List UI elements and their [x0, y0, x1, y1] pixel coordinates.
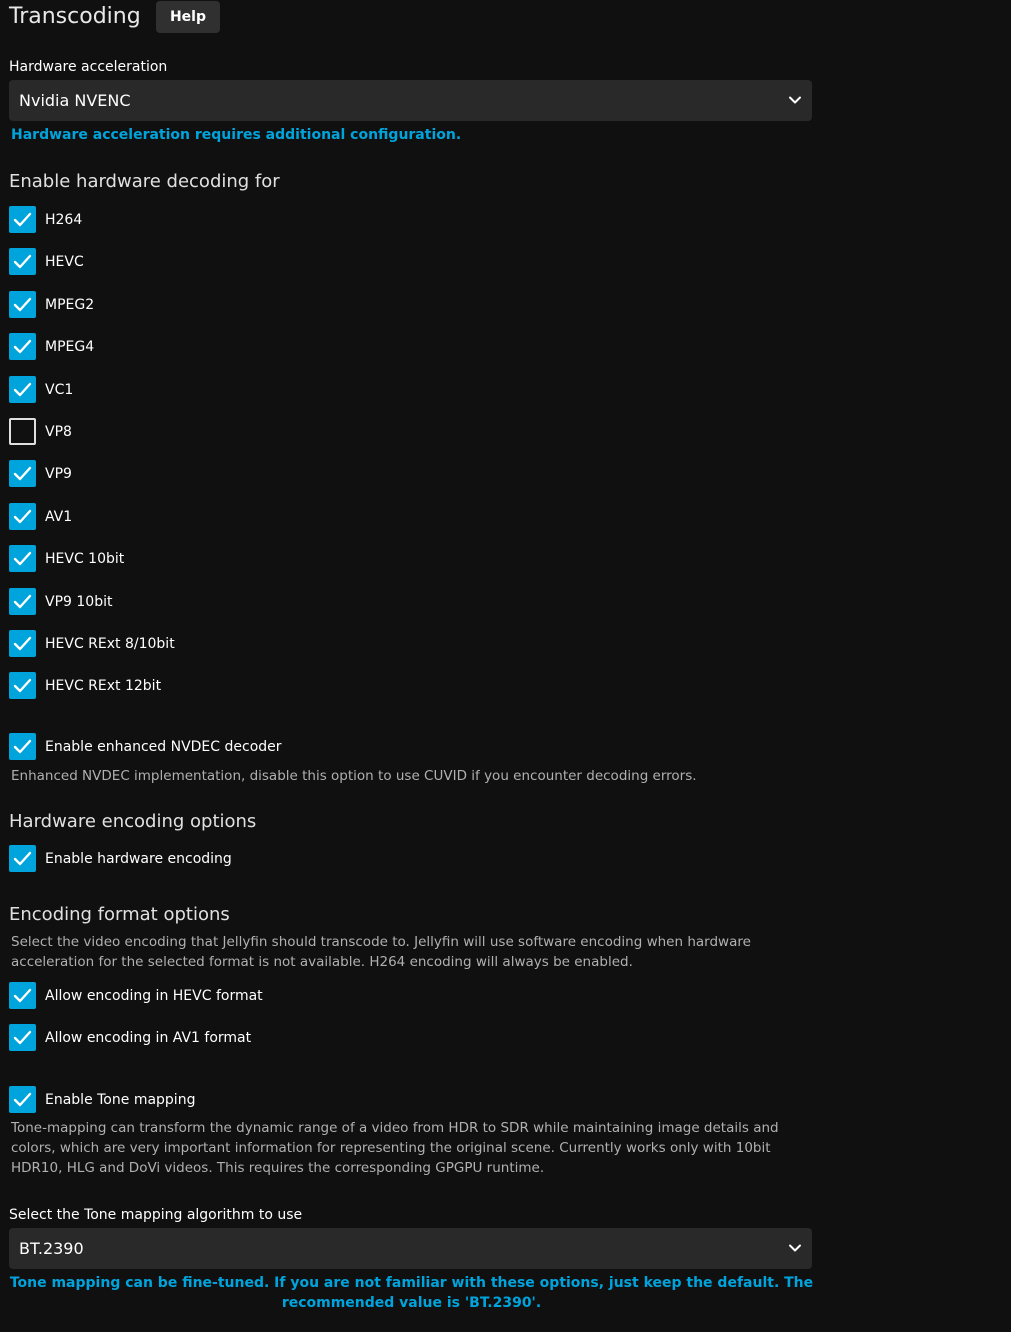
allow-av1-encoding-row[interactable]	[9, 1024, 251, 1051]
tone-mapping-label: Enable Tone mapping	[45, 1091, 196, 1108]
checkbox[interactable]	[9, 248, 36, 275]
checkbox[interactable]	[9, 630, 36, 657]
codec-checkbox-label: HEVC	[45, 253, 84, 270]
codec-checkbox-label: HEVC 10bit	[45, 550, 125, 567]
allow-hevc-encoding-label: Allow encoding in HEVC format	[45, 987, 263, 1004]
chevron-down-icon	[788, 93, 802, 107]
codec-checkbox-label: VP9	[45, 465, 72, 482]
hardware-acceleration-label: Hardware acceleration	[9, 59, 168, 75]
checkmark-icon	[13, 1091, 32, 1108]
checkmark-icon	[13, 508, 32, 525]
checkmark-icon	[13, 593, 32, 610]
chevron-down-icon	[788, 1241, 802, 1255]
checkmark-icon	[13, 738, 32, 755]
checkmark-icon	[13, 677, 32, 694]
checkbox[interactable]	[9, 206, 36, 233]
checkbox[interactable]	[9, 376, 36, 403]
allow-hevc-encoding-row[interactable]	[9, 982, 263, 1009]
checkbox[interactable]	[9, 845, 36, 872]
codec-checkbox-label: VP9 10bit	[45, 593, 113, 610]
checkbox[interactable]	[9, 333, 36, 360]
codec-checkbox-row[interactable]	[9, 630, 175, 657]
codec-checkbox-row[interactable]	[9, 545, 124, 572]
checkmark-icon	[13, 987, 32, 1004]
codec-checkbox-row[interactable]	[9, 333, 94, 360]
enable-hardware-encoding-row[interactable]	[9, 845, 232, 872]
checkmark-icon	[13, 635, 32, 652]
checkbox[interactable]	[9, 503, 36, 530]
checkbox[interactable]	[9, 418, 36, 445]
checkbox[interactable]	[9, 1024, 36, 1051]
codec-checkbox-label: HEVC RExt 12bit	[45, 677, 162, 694]
enable-hardware-encoding-label: Enable hardware encoding	[45, 850, 232, 867]
checkmark-icon	[13, 550, 32, 567]
codec-checkbox-row[interactable]	[9, 460, 72, 487]
hardware-acceleration-select[interactable]	[9, 80, 812, 121]
allow-av1-encoding-label: Allow encoding in AV1 format	[45, 1029, 252, 1046]
tone-mapping-algorithm-select[interactable]	[9, 1228, 812, 1269]
hardware-acceleration-value: Nvidia NVENC	[19, 91, 131, 110]
checkmark-icon	[13, 338, 32, 355]
codec-checkbox-row[interactable]	[9, 376, 73, 403]
codec-checkbox-label: MPEG2	[45, 296, 95, 313]
codec-checkbox-row[interactable]	[9, 588, 112, 615]
tone-mapping-row[interactable]	[9, 1086, 195, 1113]
checkbox[interactable]	[9, 545, 36, 572]
tone-mapping-algorithm-value: BT.2390	[19, 1239, 84, 1258]
checkmark-icon	[13, 1029, 32, 1046]
codec-checkbox-row[interactable]	[9, 291, 94, 318]
codec-checkbox-label: H264	[45, 211, 83, 228]
page-title: Transcoding	[9, 4, 141, 29]
codec-checkbox-label: HEVC RExt 8/10bit	[45, 635, 175, 652]
codec-checkbox-label: VP8	[45, 423, 72, 440]
checkbox[interactable]	[9, 588, 36, 615]
tone-mapping-algorithm-label: Select the Tone mapping algorithm to use	[9, 1207, 303, 1223]
checkbox[interactable]	[9, 1086, 36, 1113]
decoding-heading: Enable hardware decoding for	[9, 171, 280, 192]
checkmark-icon	[13, 296, 32, 313]
tone-mapping-description: Tone-mapping can transform the dynamic range of a video from HDR to SDR while maintaining image details and colors, which are very important information for representing the original scene. Currently works only with 10bit HDR10, HLG and DoVi videos. This requires the corresponding GPGPU runtime.	[11, 1120, 779, 1176]
checkmark-icon	[13, 850, 32, 867]
encoding-heading: Hardware encoding options	[9, 811, 257, 832]
codec-checkbox-label: AV1	[45, 508, 73, 525]
checkmark-icon	[13, 381, 32, 398]
codec-checkbox-label: VC1	[45, 381, 74, 398]
checkbox[interactable]	[9, 291, 36, 318]
checkmark-icon	[13, 465, 32, 482]
checkbox[interactable]	[9, 982, 36, 1009]
checkbox[interactable]	[9, 733, 36, 760]
tone-mapping-algorithm-note: Tone mapping can be fine-tuned. If you are not familiar with these options, just keep the default. The recommended value is 'BT.2390'.	[9, 1275, 814, 1311]
codec-checkbox-row[interactable]	[9, 206, 82, 233]
help-button[interactable]: Help	[156, 1, 220, 33]
hardware-acceleration-note[interactable]: Hardware acceleration requires additional configuration.	[11, 127, 462, 143]
checkbox[interactable]	[9, 460, 36, 487]
codec-checkbox-label: MPEG4	[45, 338, 95, 355]
nvdec-description: Enhanced NVDEC implementation, disable this option to use CUVID if you encounter decoding errors.	[11, 768, 697, 784]
nvdec-checkbox-row[interactable]	[9, 733, 282, 760]
checkbox[interactable]	[9, 672, 36, 699]
codec-checkbox-row[interactable]	[9, 672, 161, 699]
codec-checkbox-row[interactable]	[9, 248, 84, 275]
codec-checkbox-row[interactable]	[9, 418, 72, 445]
codec-checkbox-row[interactable]	[9, 503, 72, 530]
nvdec-checkbox-label: Enable enhanced NVDEC decoder	[45, 738, 282, 755]
checkmark-icon	[13, 253, 32, 270]
checkmark-icon	[13, 211, 32, 228]
encoding-format-description: Select the video encoding that Jellyfin should transcode to. Jellyfin will use software encoding when hardware acceleration for the selected format is not available. H264 encoding will always be enabled.	[11, 934, 751, 970]
encoding-format-heading: Encoding format options	[9, 904, 230, 925]
